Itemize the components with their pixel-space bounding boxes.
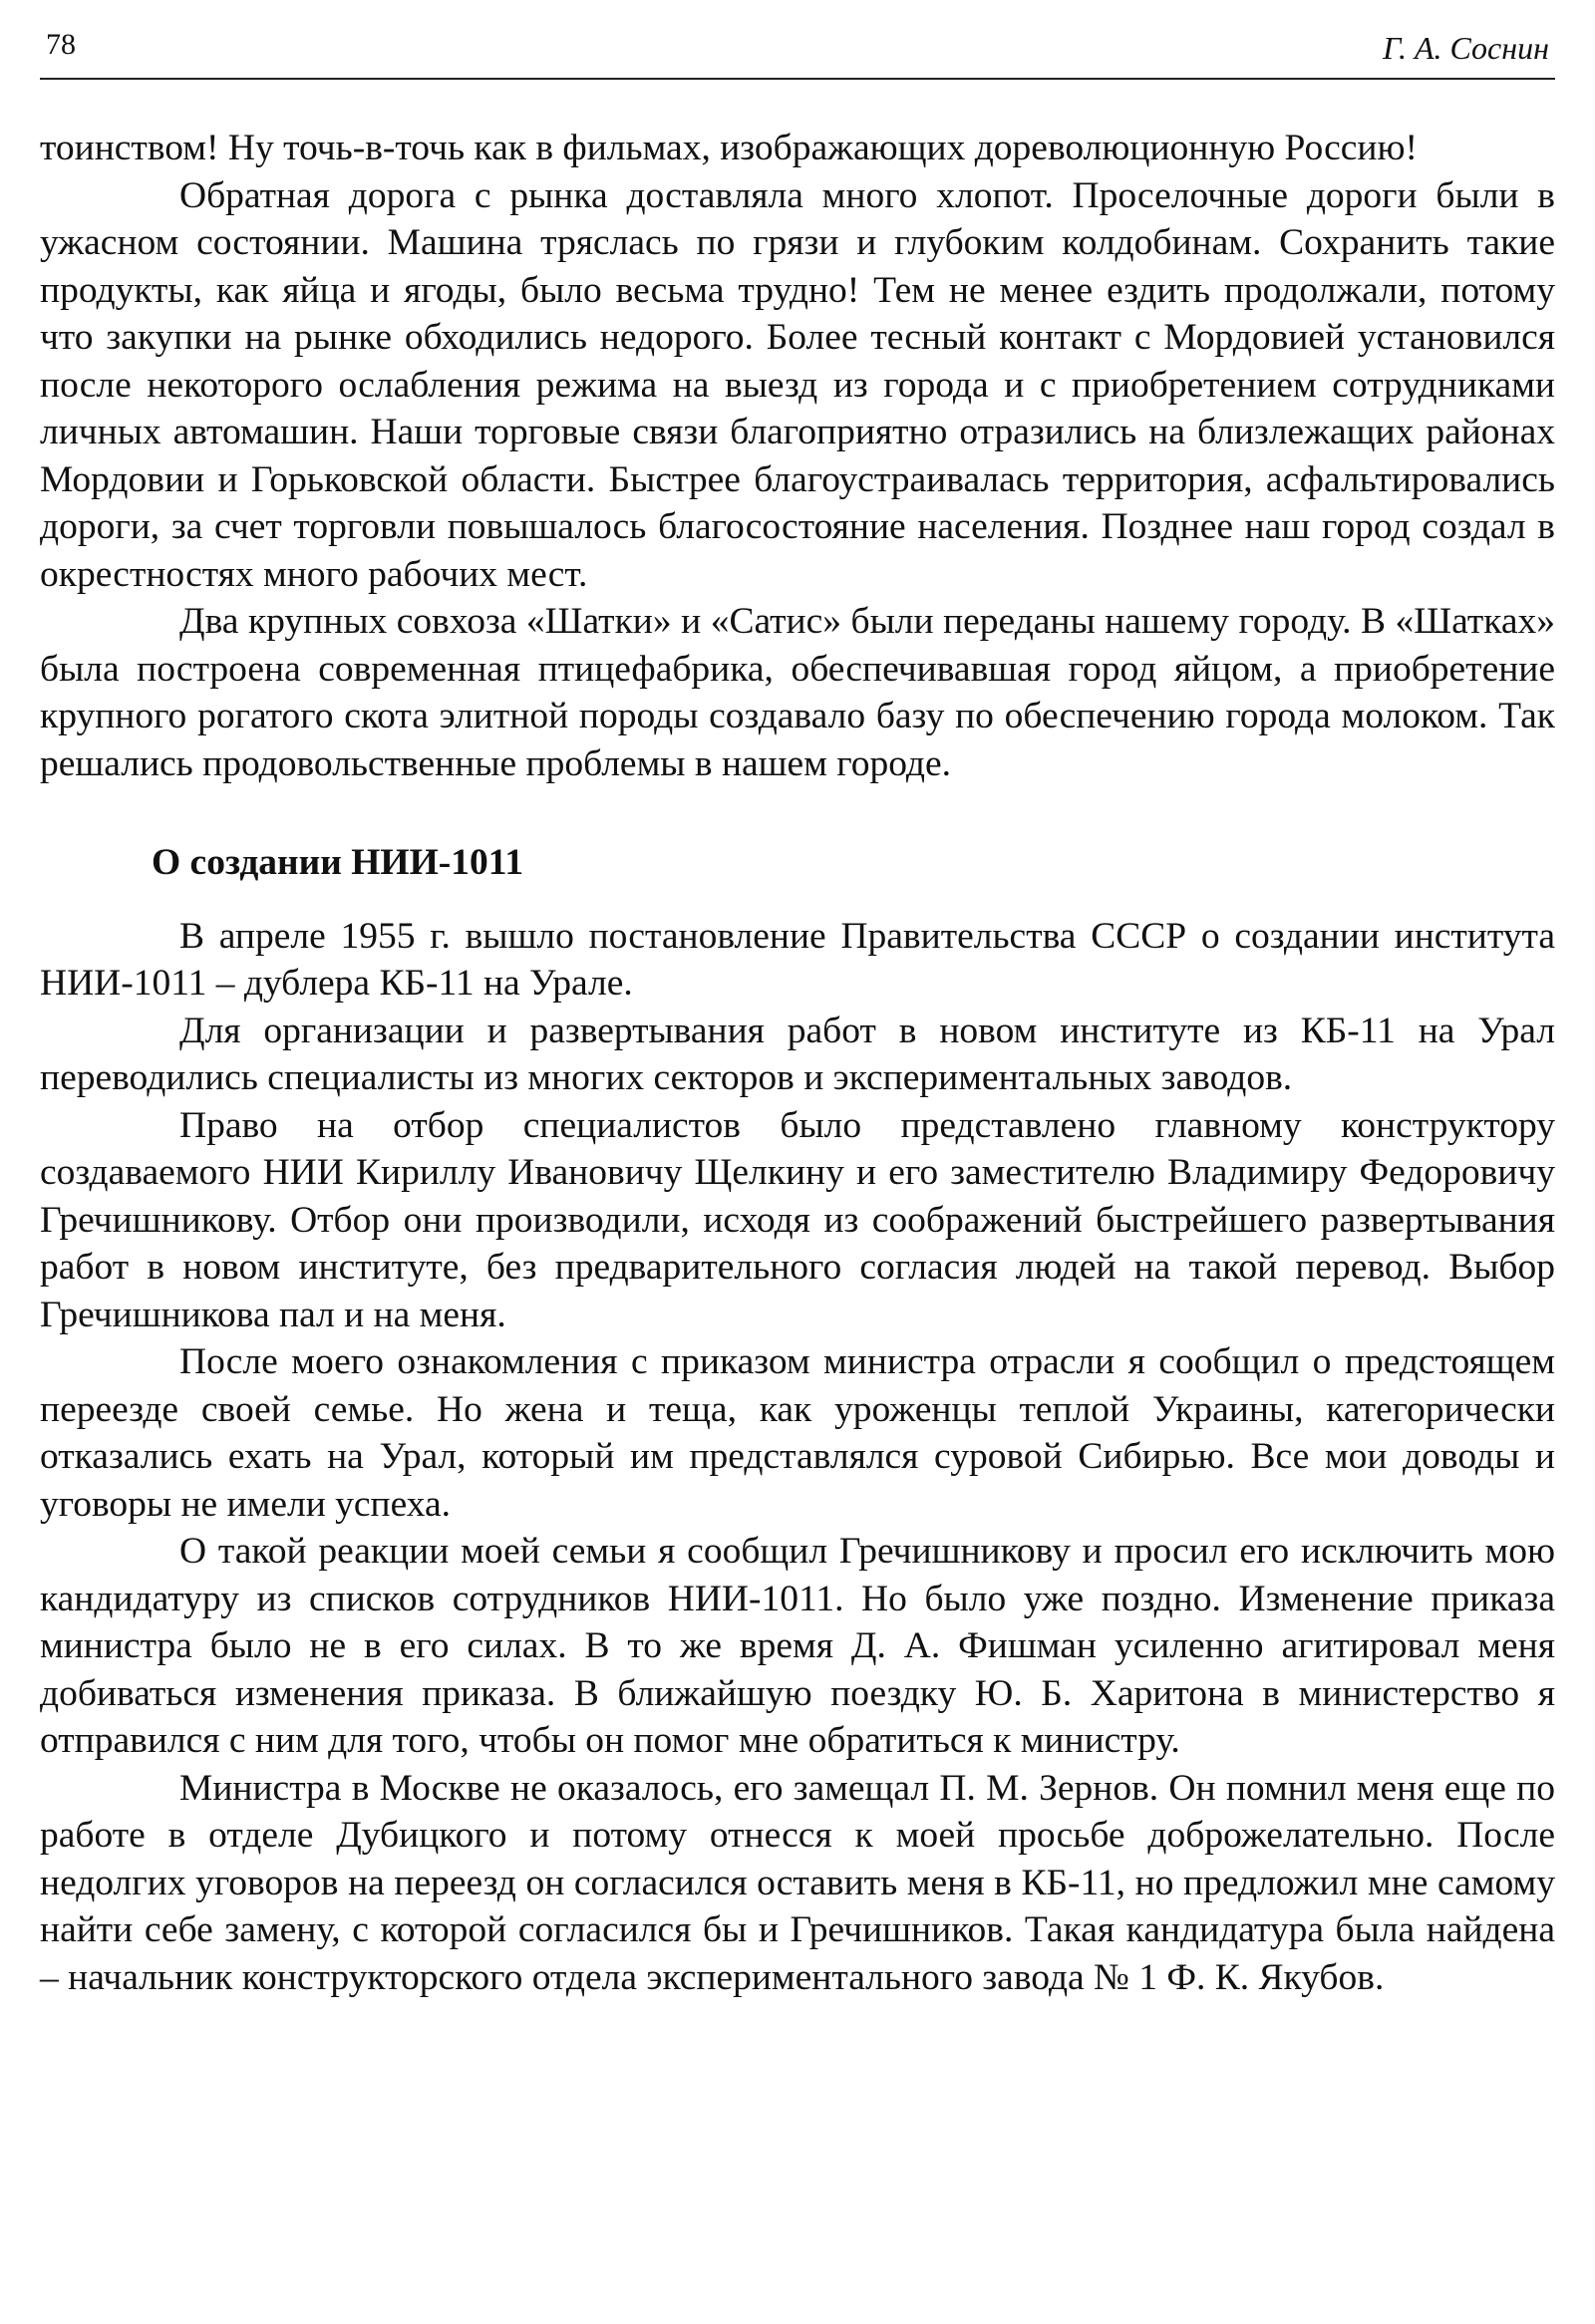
running-head-author: Г. А. Соснин xyxy=(1383,30,1549,66)
paragraph: О такой реакции моей семьи я сообщил Гречишникову и просил его исключить мою кандидатуру из списков сотрудников НИИ-1011. Но было уже поздно. Изменение приказа министра было не в его силах. В то же время Д. А. Фишман усиленно агитировал меня добиваться изменения приказа. В ближайшую поездку Ю. Б. Харитона в министерство я отправился с ним для того, чтобы он помог мне обратиться к министру. xyxy=(40,1531,1555,1761)
paragraph: После моего ознакомления с приказом министра отрасли я сообщил о предстоящем переезде своей семье. Но жена и теща, как уроженцы теплой Украины, категорически отказались ехать на Урал, который им представлялся суровой Сибирью. Все мои доводы и уговоры не имели успеха. xyxy=(40,1341,1555,1525)
paragraph-continuation: тоинством! Ну точь-в-точь как в фильмах, изображающих дореволюционную Россию! xyxy=(40,128,1419,168)
paragraph: Право на отбор специалистов было представлено главному конструктору создаваемого НИИ Кириллу Ивановичу Щелкину и его заместителю Владимиру Федоровичу Гречишникову. Отбор они производили, исходя из соображений быстрейшего развертывания работ в новом институте, без предварительного согласия людей на такой перевод. Выбор Гречишникова пал и на меня. xyxy=(40,1104,1555,1335)
paragraph: В апреле 1955 г. вышло постановление Правительства СССР о создании института НИИ-1011 – дублера КБ-11 на Урале. xyxy=(40,915,1555,1004)
page-header xyxy=(40,18,1555,80)
section-heading: О создании НИИ-1011 xyxy=(152,842,524,883)
paragraph: Для организации и развертывания работ в новом институте из КБ-11 на Урал переводились специалисты из многих секторов и экспериментальных заводов. xyxy=(40,1010,1555,1098)
paragraph: Два крупных совхоза «Шатки» и «Сатис» были переданы нашему городу. В «Шатках» была построена современная птицефабрика, обеспечивавшая город яйцом, а приобретение крупного рогатого скота элитной породы создавало базу по обеспечению города молоком. Так решались продовольственные проблемы в нашем городе. xyxy=(40,601,1555,784)
page-number: 78 xyxy=(46,28,76,61)
paragraph: Министра в Москве не оказалось, его замещал П. М. Зернов. Он помнил меня еще по работе в отделе Дубицкого и потому отнесся к моей просьбе доброжелательно. После недолгих уговоров на переезд он согласился оставить меня в КБ-11, но предложил мне самому найти себе замену, с которой согласился бы и Гречишников. Такая кандидатура была найдена – начальник конструкторского отдела экспериментального завода № 1 Ф. К. Якубов. xyxy=(40,1767,1555,1998)
paragraph: Обратная дорога с рынка доставляла много хлопот. Проселочные дороги были в ужасном состоянии. Машина тряслась по грязи и глубоким колдобинам. Сохранить такие продукты, как яйца и ягоды, было весьма трудно! Тем не менее ездить продолжали, потому что закупки на рынке обходились недорого. Более тесный контакт с Мордовией установился после некоторого ослабления режима на выезд из города и с приобретением сотрудниками личных автомашин. Наши торговые связи благоприятно отразились на близлежащих районах Мордовии и Горьковской области. Быстрее благоустраивалась территория, асфальтировались дороги, за счет торговли повышалось благосостояние населения. Позднее наш город создал в окрестностях много рабочих мест. xyxy=(40,174,1555,595)
page-body xyxy=(40,125,1555,2001)
